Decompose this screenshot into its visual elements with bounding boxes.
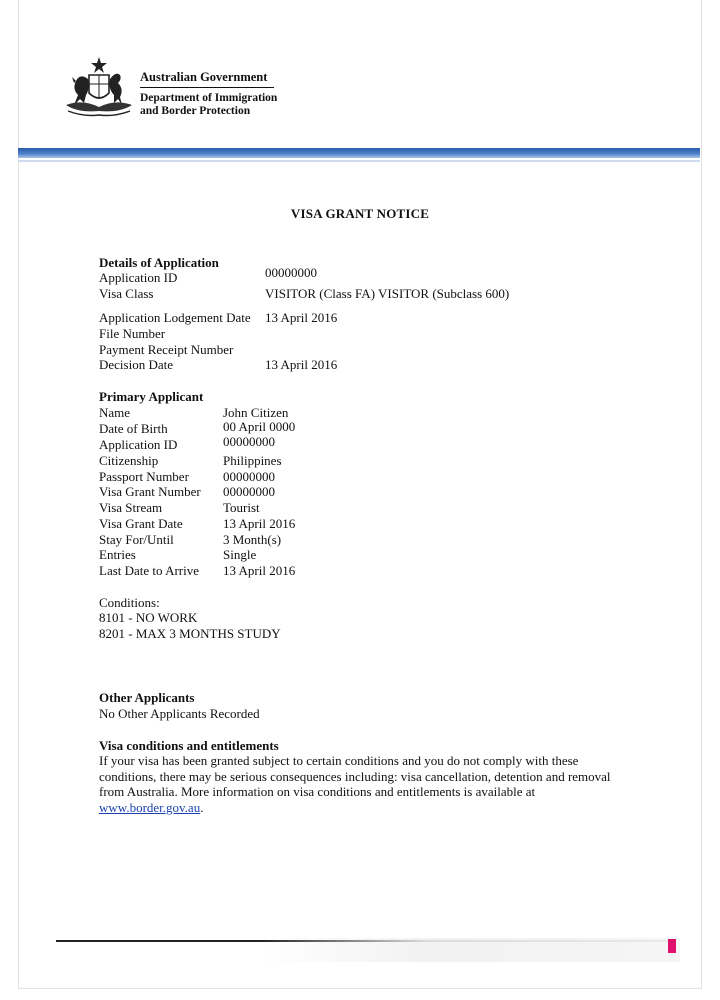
- entitlements-paragraph: [99, 753, 619, 816]
- applicant-field-value: Tourist: [223, 500, 260, 515]
- government-title: Australian Government: [140, 70, 274, 88]
- lodgement-date-value: 13 April 2016: [265, 310, 338, 325]
- applicant-field-label: Entries: [99, 547, 136, 562]
- applicant-field-value: Philippines: [223, 453, 282, 468]
- primary-applicant-heading: Primary Applicant: [99, 389, 204, 404]
- other-applicants-text: No Other Applicants Recorded: [99, 706, 260, 721]
- footer-fade: [260, 938, 680, 962]
- applicant-field-label: Name: [99, 405, 131, 420]
- applicant-field-label: Visa Stream: [99, 500, 163, 515]
- applicant-field-value: 00000000: [223, 434, 275, 449]
- applicant-field-value: 00000000: [223, 484, 275, 499]
- applicant-field-value: 13 April 2016: [223, 563, 296, 578]
- header-band-underline: [18, 160, 700, 162]
- applicant-field-value: 3 Month(s): [223, 532, 282, 547]
- footer-marker: [668, 939, 676, 953]
- other-applicants-heading: Other Applicants: [99, 690, 195, 705]
- applicant-field-label: Date of Birth: [99, 421, 168, 436]
- condition-item: 8201 - MAX 3 MONTHS STUDY: [99, 626, 281, 641]
- applicant-field-value: Single: [223, 547, 257, 562]
- letterhead: [62, 55, 302, 125]
- applicant-field-value: 00 April 0000: [223, 419, 296, 434]
- conditions-heading: Conditions:: [99, 595, 160, 610]
- application-id-label: Application ID: [99, 270, 178, 285]
- applicant-field-label: Application ID: [99, 437, 178, 452]
- department-line-2: and Border Protection: [140, 105, 251, 117]
- payment-receipt-label: Payment Receipt Number: [99, 342, 234, 357]
- entitlements-heading: Visa conditions and entitlements: [99, 738, 279, 753]
- visa-class-label: Visa Class: [99, 286, 154, 301]
- header-band: [18, 148, 700, 158]
- file-number-label: File Number: [99, 326, 166, 341]
- border-website-link[interactable]: www.border.gov.au: [99, 800, 201, 816]
- condition-item: 8101 - NO WORK: [99, 610, 198, 625]
- applicant-field-label: Passport Number: [99, 469, 189, 484]
- details-heading: Details of Application: [99, 255, 219, 270]
- coat-of-arms-icon: [62, 55, 136, 121]
- page-title: VISA GRANT NOTICE: [290, 206, 430, 221]
- applicant-field-label: Visa Grant Date: [99, 516, 183, 531]
- applicant-field-value: 00000000: [223, 469, 275, 484]
- entitlements-end: .: [200, 800, 204, 816]
- decision-date-value: 13 April 2016: [265, 357, 338, 372]
- application-id-value: 00000000: [265, 265, 317, 280]
- applicant-field-label: Citizenship: [99, 453, 159, 468]
- entitlements-text: If your visa has been granted subject to certain conditions and you do not comply with these conditions, there may be serious consequences including: visa cancellation, detention and removal from Australia. More information on visa conditions and entitlements is available at: [99, 753, 611, 800]
- applicant-field-label: Last Date to Arrive: [99, 563, 199, 578]
- applicant-field-label: Stay For/Until: [99, 532, 174, 547]
- applicant-field-value: John Citizen: [223, 405, 289, 420]
- decision-date-label: Decision Date: [99, 357, 174, 372]
- visa-class-value: VISITOR (Class FA) VISITOR (Subclass 600): [265, 286, 510, 301]
- lodgement-date-label: Application Lodgement Date: [99, 310, 251, 325]
- department-line-1: Department of Immigration: [140, 92, 278, 104]
- applicant-field-label: Visa Grant Number: [99, 484, 201, 499]
- department-name: [140, 92, 277, 118]
- applicant-field-value: 13 April 2016: [223, 516, 296, 531]
